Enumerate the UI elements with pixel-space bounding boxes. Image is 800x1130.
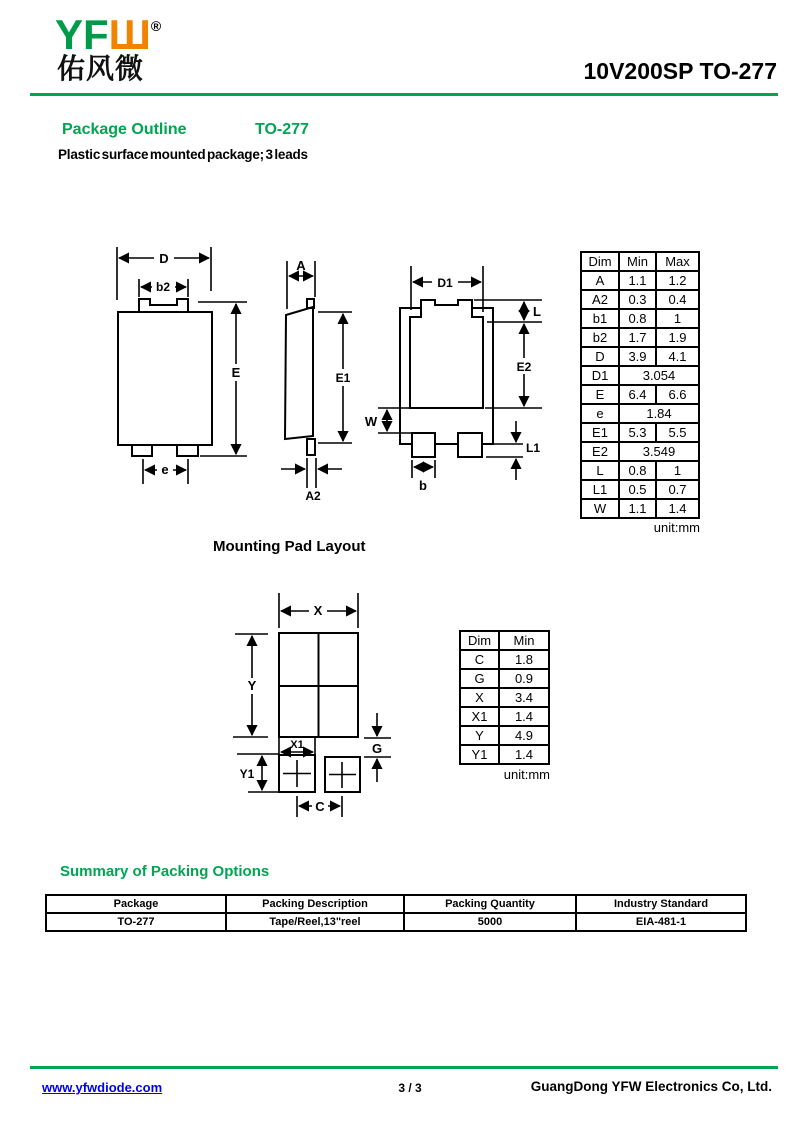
document-title: 10V200SP TO-277 [583, 58, 777, 84]
col-header-standard: Industry Standard [576, 895, 746, 913]
dim-label-d1: D1 [437, 276, 453, 290]
table-row: E 6.4 6.6 [581, 385, 699, 404]
section-package-name: TO-277 [255, 121, 309, 138]
table-row: b2 1.7 1.9 [581, 328, 699, 347]
table-row: W 1.1 1.4 [581, 499, 699, 518]
package-description: Plastic surface mounted package; 3 leads [58, 147, 308, 162]
table-row: X1 1.4 [460, 707, 549, 726]
dim-label-x: X [313, 603, 323, 618]
pad-dimension-table [459, 630, 550, 765]
table-header-row [581, 252, 699, 271]
section-heading-package-outline: Package Outline [62, 121, 187, 138]
dim-label-x1: X1 [290, 739, 304, 751]
website-link[interactable]: www.yfwdiode.com [42, 1080, 163, 1095]
unit-note-outline: unit:mm [653, 520, 700, 535]
cell-description: Tape/Reel,13"reel [226, 913, 404, 931]
page-number: 3 / 3 [398, 1081, 422, 1095]
dim-label-e2: E2 [516, 360, 532, 374]
table-row: L 0.8 1 [581, 461, 699, 480]
side-view [281, 258, 354, 503]
footer-divider [30, 1066, 778, 1069]
table-row: Y 4.9 [460, 726, 549, 745]
registered-mark: ® [150, 18, 162, 34]
company-name-chinese: 佑风微 [57, 53, 145, 84]
col-header-dim: Dim [581, 252, 619, 271]
dim-label-l1: L1 [526, 441, 541, 455]
dim-label-l: L [533, 304, 541, 319]
col-header-dim: Dim [460, 631, 499, 650]
dim-label-d: D [159, 251, 169, 266]
table-row: A 1.1 1.2 [581, 271, 699, 290]
dim-label-g: G [371, 741, 383, 756]
outline-dimension-table [580, 251, 700, 519]
dim-label-a: A [296, 258, 306, 273]
dim-label-e1: E1 [335, 371, 351, 385]
bottom-view [365, 266, 542, 493]
unit-note-pad: unit:mm [503, 767, 550, 782]
packing-options-table [45, 894, 747, 932]
table-row: X 3.4 [460, 688, 549, 707]
dim-label-a2: A2 [305, 489, 321, 503]
cell-quantity: 5000 [404, 913, 576, 931]
table-row: E1 5.3 5.5 [581, 423, 699, 442]
pad-layout [233, 593, 391, 817]
dim-label-e-pitch: e [161, 462, 169, 477]
mounting-pad-heading: Mounting Pad Layout [213, 538, 366, 555]
dim-label-c: C [315, 799, 325, 814]
col-header-package: Package [46, 895, 226, 913]
col-header-quantity: Packing Quantity [404, 895, 576, 913]
cell-package: TO-277 [46, 913, 226, 931]
table-row: Y1 1.4 [460, 745, 549, 764]
col-header-max: Max [656, 252, 699, 271]
dim-label-y: Y [247, 678, 257, 693]
company-name-footer: GuangDong YFW Electronics Co, Ltd. [530, 1079, 772, 1094]
dim-label-y1: Y1 [239, 767, 255, 781]
table-row: E2 3.549 [581, 442, 699, 461]
table-row: b1 0.8 1 [581, 309, 699, 328]
logo-yf-text: YF [55, 11, 109, 58]
package-outline-drawing [100, 243, 560, 505]
table-row: D1 3.054 [581, 366, 699, 385]
dim-label-e-body: E [231, 365, 241, 380]
table-row: G 0.9 [460, 669, 549, 688]
dim-label-w: W [364, 414, 378, 429]
dim-label-b2: b2 [155, 280, 171, 294]
table-row: A2 0.3 0.4 [581, 290, 699, 309]
col-header-min: Min [499, 631, 549, 650]
table-header-row [460, 631, 549, 650]
table-row: D 3.9 4.1 [581, 347, 699, 366]
dim-label-b: b [419, 478, 427, 493]
packing-options-heading: Summary of Packing Options [60, 863, 270, 880]
table-row [46, 913, 746, 931]
col-header-min: Min [619, 252, 656, 271]
table-row: C 1.8 [460, 650, 549, 669]
header-divider [30, 93, 778, 96]
col-header-description: Packing Description [226, 895, 404, 913]
cell-standard: EIA-481-1 [576, 913, 746, 931]
table-row: e 1.84 [581, 404, 699, 423]
logo-u-glyph: Ш [108, 11, 151, 58]
table-row: L1 0.5 0.7 [581, 480, 699, 499]
table-header-row [46, 895, 746, 913]
front-view [117, 247, 247, 484]
